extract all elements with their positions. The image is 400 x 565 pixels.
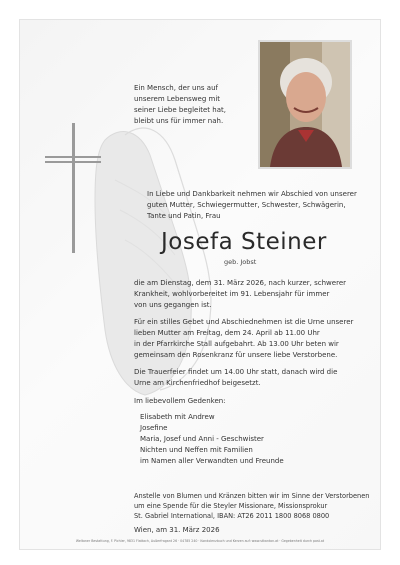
donation-line-3: St. Gabriel International, IBAN: AT26 2011 1800 8068 0800 [134,512,330,520]
portrait-photo [258,40,352,169]
memory-heading: Im liebevollem Gedenken: [134,397,226,405]
prayer-line-1: Für ein stilles Gebet und Abschiednehmen ist die Urne unserer [134,318,354,326]
motto-line-4: bleibt uns für immer nah. [134,117,224,125]
donation-line-1: Anstelle von Blumen und Kränzen bitten wir im Sinne der Verstorbenen [134,492,370,500]
mourner-3: Maria, Josef und Anni - Geschwister [140,435,264,443]
place-date: Wien, am 31. März 2026 [134,526,220,534]
prayer-line-3: in der Pfarrkirche Stall aufgebahrt. Ab 13.00 Uhr beten wir [134,340,339,348]
mourner-1: Elisabeth mit Andrew [140,413,215,421]
funeral-line-2: Urne am Kirchenfriedhof beigesetzt. [134,379,261,387]
prayer-line-2: lieben Mutter am Freitag, dem 24. April ab 11.00 Uhr [134,329,320,337]
footer-credits: Weltoner Bestattung, F. Pichler, 9831 Flattach, Außerfragant 26 · 04785 240 · Kondolenzbuch und Kerzen auf: www.stkanton.at · Gegebenheit durch post.at [75,539,325,543]
funeral-line-1: Die Trauerfeier findet um 14.00 Uhr statt, danach wird die [134,368,338,376]
death-line-2: Krankheit, wohlvorbereitet im 91. Lebensjahr für immer [134,290,330,298]
prayer-line-4: gemeinsam den Rosenkranz für unsere liebe Verstorbene. [134,351,338,359]
cross-icon [45,123,101,253]
mourner-4: Nichten und Neffen mit Familien [140,446,253,454]
obituary-card [20,20,380,549]
intro-line-1: In Liebe und Dankbarkeit nehmen wir Abschied von unserer [147,190,357,198]
death-line-3: von uns gegangen ist. [134,301,212,309]
death-line-1: die am Dienstag, dem 31. März 2026, nach kurzer, schwerer [134,279,346,287]
mourner-2: Josefine [140,424,168,432]
birth-name: geb. Jobst [224,258,257,266]
mourner-5: im Namen aller Verwandten und Freunde [140,457,284,465]
motto-line-2: unserem Lebensweg mit [134,95,221,103]
intro-line-2: guten Mutter, Schwiegermutter, Schwester, Schwägerin, [147,201,346,209]
motto-line-3: seiner Liebe begleitet hat, [134,106,226,114]
motto-line-1: Ein Mensch, der uns auf [134,84,218,92]
donation-line-2: um eine Spende für die Steyler Missionare, Missionsprokur [134,502,328,510]
deceased-name: Josefa Steiner [161,229,327,255]
intro-line-3: Tante und Patin, Frau [147,212,221,220]
